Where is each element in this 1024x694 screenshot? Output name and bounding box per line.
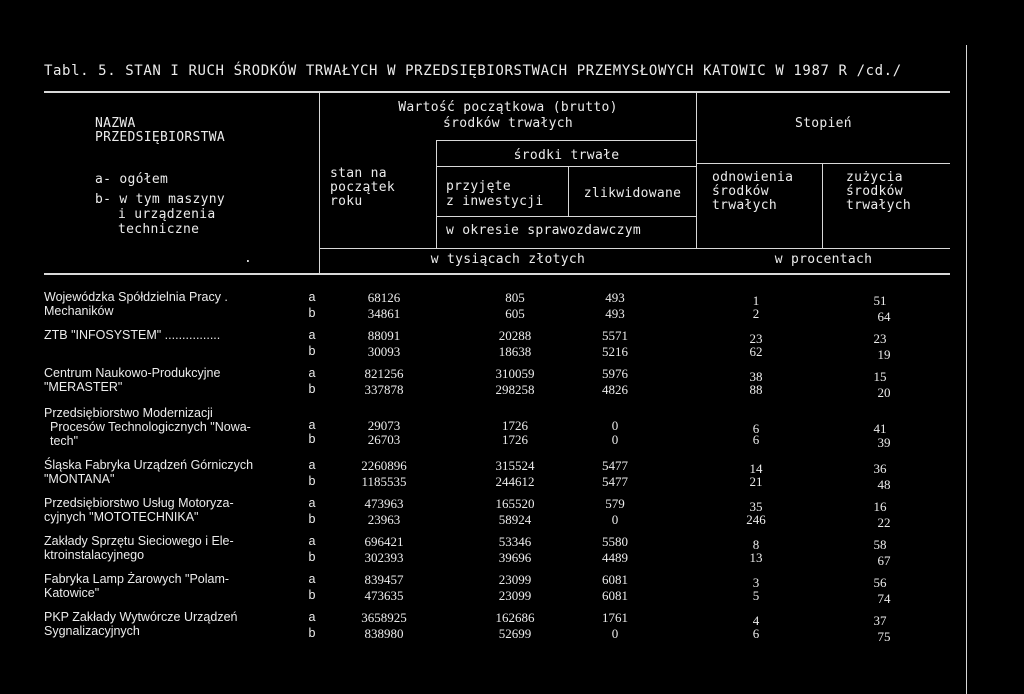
cell-odnowienia: 6 xyxy=(752,432,760,447)
cell-zuzycia: 19 xyxy=(877,347,891,362)
cell-odnowienia: 5 xyxy=(752,588,760,603)
hdr-name-1: NAZWA xyxy=(95,116,136,131)
cell-przyjete: 162686 xyxy=(495,610,535,625)
row-label-b: b xyxy=(308,588,316,602)
row-name-line: Mechaników xyxy=(44,304,114,318)
cell-zlikwidowane: 579 xyxy=(605,496,625,511)
row-name-line: Centrum Naukowo-Produkcyjne xyxy=(44,366,221,380)
hline-degree xyxy=(696,163,950,164)
cell-zuzycia: 64 xyxy=(877,309,891,324)
hdr-unit-money: w tysiącach złotych xyxy=(430,252,586,267)
cell-zlikwidowane: 493 xyxy=(605,306,625,321)
row-name-line: cyjnych "MOTOTECHNIKA" xyxy=(44,510,199,524)
cell-odnowienia: 23 xyxy=(749,331,763,346)
table-title: Tabl. 5. STAN I RUCH ŚRODKÓW TRWAŁYCH W PRZEDSIĘBIORSTWACH PRZEMYSŁOWYCH KATOWIC W 1987 R /cd./ xyxy=(44,63,902,79)
hdr-acquired-1: przyjęte xyxy=(446,179,512,194)
cell-zlikwidowane: 5571 xyxy=(602,328,628,343)
row-name-line: "MONTANA" xyxy=(44,472,115,486)
hdr-renewal-1: odnowienia xyxy=(712,170,794,185)
row-label-a: a xyxy=(308,458,316,472)
cell-przyjete: 23099 xyxy=(498,572,532,587)
cell-zuzycia: 16 xyxy=(873,499,887,514)
cell-odnowienia: 8 xyxy=(752,537,760,552)
row-name-line: Procesów Technologicznych "Nowa- xyxy=(50,420,251,434)
header-bottom-rule xyxy=(44,273,950,275)
hdr-degree: Stopień xyxy=(795,116,852,131)
cell-przyjete: 1726 xyxy=(502,418,528,433)
row-name-line: Wojewódzka Spółdzielnia Pracy . xyxy=(44,290,228,304)
row-label-b: b xyxy=(308,306,316,320)
cell-odnowienia: 88 xyxy=(749,382,763,397)
row-label-a: a xyxy=(308,366,316,380)
cell-odnowienia: 38 xyxy=(749,369,763,384)
row-name-line: Fabryka Lamp Żarowych "Polam- xyxy=(44,572,230,586)
cell-zlikwidowane: 0 xyxy=(611,432,619,447)
cell-przyjete: 315524 xyxy=(495,458,535,473)
hdr-value-2: środków trwałych xyxy=(442,116,574,131)
cell-zlikwidowane: 5216 xyxy=(602,344,628,359)
row-label-b: b xyxy=(308,550,316,564)
cell-przyjete: 58924 xyxy=(498,512,532,527)
row-name-line: Zakłady Sprzętu Sieciowego i Ele- xyxy=(44,534,234,548)
cell-stan-na-poczatek: 68126 xyxy=(367,290,401,305)
cell-stan-na-poczatek: 337878 xyxy=(364,382,404,397)
cell-zlikwidowane: 5477 xyxy=(602,474,628,489)
cell-zlikwidowane: 5580 xyxy=(602,534,628,549)
cell-zuzycia: 41 xyxy=(873,421,887,436)
cell-stan-na-poczatek: 30093 xyxy=(367,344,401,359)
hdr-wear-3: trwałych xyxy=(846,198,912,213)
row-label-a: a xyxy=(308,534,316,548)
cell-odnowienia: 6 xyxy=(752,421,760,436)
row-label-b: b xyxy=(308,432,316,446)
cell-zlikwidowane: 4489 xyxy=(602,550,628,565)
cell-stan-na-poczatek: 838980 xyxy=(364,626,404,641)
row-label-a: a xyxy=(308,496,316,510)
row-label-a: a xyxy=(308,328,316,342)
cell-stan-na-poczatek: 302393 xyxy=(364,550,404,565)
hdr-name-6: techniczne xyxy=(118,222,200,237)
cell-zlikwidowane: 1761 xyxy=(602,610,628,625)
cell-odnowienia: 21 xyxy=(749,474,763,489)
cell-zlikwidowane: 0 xyxy=(611,626,619,641)
row-name-line: Sygnalizacyjnych xyxy=(44,624,140,638)
cell-odnowienia: 246 xyxy=(746,512,766,527)
cell-przyjete: 310059 xyxy=(495,366,535,381)
cell-stan-na-poczatek: 473635 xyxy=(364,588,404,603)
row-name-line: ZTB "INFOSYSTEM" ................ xyxy=(44,328,221,342)
cell-odnowienia: 6 xyxy=(752,626,760,641)
cell-stan-na-poczatek: 26703 xyxy=(367,432,401,447)
cell-odnowienia: 2 xyxy=(752,306,760,321)
cell-zlikwidowane: 6081 xyxy=(602,572,628,587)
hdr-liquidated: zlikwidowane xyxy=(583,186,682,201)
vline-degree xyxy=(822,163,823,248)
cell-zuzycia: 37 xyxy=(873,613,887,628)
row-name-line: Katowice" xyxy=(44,586,100,600)
row-label-b: b xyxy=(308,382,316,396)
cell-przyjete: 18638 xyxy=(498,344,532,359)
cell-zuzycia: 56 xyxy=(873,575,887,590)
row-label-b: b xyxy=(308,344,316,358)
hdr-acquired-2: z inwestycji xyxy=(446,194,544,209)
cell-stan-na-poczatek: 23963 xyxy=(367,512,401,527)
cell-zlikwidowane: 493 xyxy=(605,290,625,305)
cell-przyjete: 244612 xyxy=(495,474,535,489)
row-name-line: ktroinstalacyjnego xyxy=(44,548,145,562)
cell-stan-na-poczatek: 473963 xyxy=(364,496,404,511)
row-name-line: Przedsiębiorstwo Usług Motoryza- xyxy=(44,496,234,510)
hdr-unit-percent: w procentach xyxy=(774,252,873,267)
hline-period xyxy=(436,216,696,217)
hline-units xyxy=(319,248,950,249)
cell-zuzycia: 58 xyxy=(873,537,887,552)
row-label-b: b xyxy=(308,512,316,526)
cell-przyjete: 53346 xyxy=(498,534,532,549)
cell-przyjete: 23099 xyxy=(498,588,532,603)
cell-zuzycia: 74 xyxy=(877,591,891,606)
cell-zuzycia: 23 xyxy=(873,331,887,346)
cell-odnowienia: 35 xyxy=(749,499,763,514)
hdr-start-1: stan na xyxy=(330,166,387,181)
hdr-start-2: początek xyxy=(330,180,396,195)
cell-stan-na-poczatek: 88091 xyxy=(367,328,401,343)
hdr-name-4: b- w tym maszyny xyxy=(95,192,226,207)
cell-zuzycia: 67 xyxy=(877,553,891,568)
right-margin-line xyxy=(966,45,967,694)
hdr-value-1: Wartość początkowa (brutto) xyxy=(398,100,618,115)
cell-zuzycia: 51 xyxy=(873,293,887,308)
hdr-wear-1: zużycia xyxy=(846,170,903,185)
cell-przyjete: 805 xyxy=(505,290,525,305)
cell-zuzycia: 48 xyxy=(877,477,891,492)
cell-stan-na-poczatek: 821256 xyxy=(364,366,404,381)
cell-odnowienia: 62 xyxy=(749,344,763,359)
cell-przyjete: 39696 xyxy=(498,550,532,565)
row-name-line: "MERASTER" xyxy=(44,380,123,394)
cell-przyjete: 20288 xyxy=(498,328,532,343)
cell-zlikwidowane: 6081 xyxy=(602,588,628,603)
cell-stan-na-poczatek: 34861 xyxy=(367,306,401,321)
hdr-dot: . xyxy=(244,251,253,266)
row-label-a: a xyxy=(308,290,316,304)
hdr-renewal-2: środków xyxy=(712,184,769,199)
row-label-b: b xyxy=(308,474,316,488)
cell-zuzycia: 39 xyxy=(877,435,891,450)
cell-zlikwidowane: 0 xyxy=(611,418,619,433)
row-name-line: PKP Zakłady Wytwórcze Urządzeń xyxy=(44,610,238,624)
cell-zuzycia: 15 xyxy=(873,369,887,384)
cell-stan-na-poczatek: 1185535 xyxy=(361,474,407,489)
hdr-assets: środki trwałe xyxy=(513,148,620,163)
top-rule xyxy=(44,91,950,93)
cell-stan-na-poczatek: 839457 xyxy=(364,572,404,587)
cell-przyjete: 165520 xyxy=(495,496,535,511)
cell-zlikwidowane: 0 xyxy=(611,512,619,527)
cell-stan-na-poczatek: 29073 xyxy=(367,418,401,433)
cell-przyjete: 1726 xyxy=(502,432,528,447)
row-label-b: b xyxy=(308,626,316,640)
cell-zlikwidowane: 5976 xyxy=(602,366,628,381)
cell-zuzycia: 20 xyxy=(877,385,891,400)
row-label-a: a xyxy=(308,572,316,586)
hline-value-group xyxy=(436,140,696,141)
cell-zuzycia: 75 xyxy=(877,629,891,644)
hdr-period: w okresie sprawozdawczym xyxy=(446,223,642,238)
hline-assets xyxy=(436,166,696,167)
cell-odnowienia: 13 xyxy=(749,550,763,565)
row-name-line: Przedsiębiorstwo Modernizacji xyxy=(44,406,213,420)
row-label-a: a xyxy=(308,418,316,432)
cell-przyjete: 52699 xyxy=(498,626,532,641)
cell-zuzycia: 22 xyxy=(877,515,891,530)
cell-przyjete: 298258 xyxy=(495,382,535,397)
hdr-name-2: PRZEDSIĘBIORSTWA xyxy=(95,130,226,145)
cell-przyjete: 605 xyxy=(505,306,525,321)
cell-zuzycia: 36 xyxy=(873,461,887,476)
row-name-line: Śląska Fabryka Urządzeń Górniczych xyxy=(44,458,254,472)
hdr-renewal-3: trwałych xyxy=(712,198,778,213)
cell-odnowienia: 3 xyxy=(752,575,760,590)
hdr-name-3: a- ogółem xyxy=(95,172,169,187)
cell-odnowienia: 1 xyxy=(752,293,760,308)
cell-odnowienia: 4 xyxy=(752,613,760,628)
row-label-a: a xyxy=(308,610,316,624)
cell-stan-na-poczatek: 3658925 xyxy=(361,610,407,625)
hdr-wear-2: środków xyxy=(846,184,903,199)
cell-odnowienia: 14 xyxy=(749,461,763,476)
hdr-start-3: roku xyxy=(330,194,363,209)
row-name-line: tech" xyxy=(50,434,79,448)
cell-stan-na-poczatek: 2260896 xyxy=(361,458,407,473)
cell-zlikwidowane: 5477 xyxy=(602,458,628,473)
cell-stan-na-poczatek: 696421 xyxy=(364,534,404,549)
hdr-name-5: i urządzenia xyxy=(118,207,216,222)
cell-zlikwidowane: 4826 xyxy=(602,382,628,397)
